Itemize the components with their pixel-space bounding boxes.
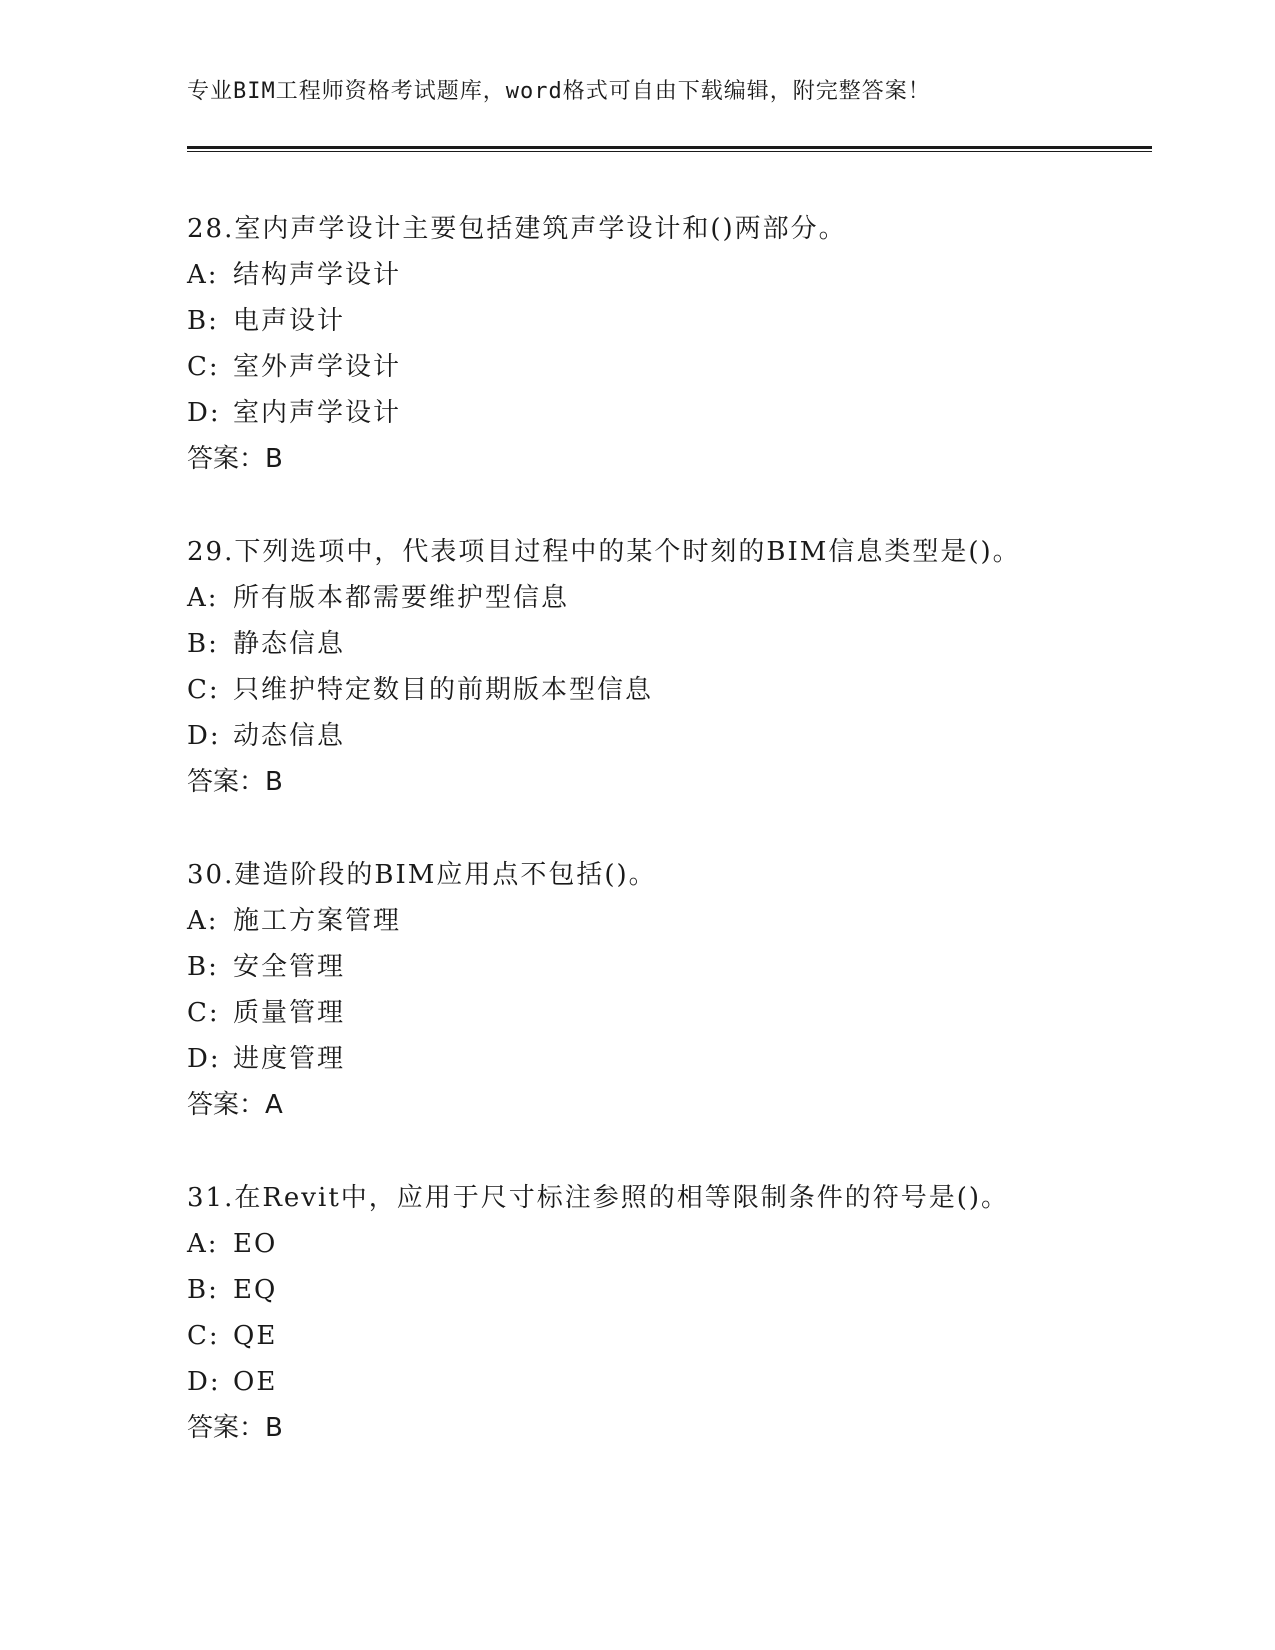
page-header: 专业BIM工程师资格考试题库，word格式可自由下载编辑，附完整答案！ (187, 79, 931, 104)
answer-line: 答案：A (187, 1090, 283, 1120)
option-text: 进度管理 (233, 1044, 346, 1074)
option-text: 所有版本都需要维护型信息 (233, 583, 570, 613)
option-text: 室内声学设计 (233, 398, 402, 428)
answer-line: 答案：B (187, 1413, 283, 1443)
question-28 (187, 206, 1167, 482)
option-letter: B: (187, 629, 219, 659)
option-letter: D: (187, 1367, 221, 1397)
question-stem: 30.建造阶段的BIM应用点不包括()。 (187, 860, 657, 890)
option-d (187, 1359, 1167, 1405)
option-a (187, 1221, 1167, 1267)
option-c (187, 1313, 1167, 1359)
option-a (187, 575, 1167, 621)
option-text: EQ (233, 1275, 278, 1305)
option-letter: B: (187, 1275, 219, 1305)
option-letter: D: (187, 1044, 221, 1074)
option-text: 静态信息 (233, 629, 346, 659)
option-a (187, 898, 1167, 944)
option-b (187, 1267, 1167, 1313)
question-29 (187, 529, 1167, 805)
option-letter: B: (187, 952, 219, 982)
option-b (187, 621, 1167, 667)
answer-line: 答案：B (187, 767, 283, 797)
option-letter: C: (187, 1321, 220, 1351)
option-letter: D: (187, 721, 221, 751)
option-text: 动态信息 (233, 721, 346, 751)
question-stem: 31.在Revit中，应用于尺寸标注参照的相等限制条件的符号是()。 (187, 1183, 1010, 1213)
option-c (187, 990, 1167, 1036)
option-text: 质量管理 (233, 998, 346, 1028)
option-text: 施工方案管理 (233, 906, 402, 936)
option-a (187, 252, 1167, 298)
option-letter: C: (187, 998, 220, 1028)
option-d (187, 713, 1167, 759)
question-31 (187, 1175, 1167, 1451)
option-text: 结构声学设计 (233, 260, 402, 290)
option-text: 室外声学设计 (233, 352, 402, 382)
option-letter: C: (187, 352, 220, 382)
option-letter: A: (187, 583, 219, 613)
option-letter: A: (187, 906, 219, 936)
question-list (187, 206, 1167, 1498)
option-text: EO (233, 1229, 278, 1259)
option-letter: A: (187, 1229, 219, 1259)
option-d (187, 390, 1167, 436)
option-c (187, 667, 1167, 713)
option-letter: D: (187, 398, 221, 428)
option-text: 只维护特定数目的前期版本型信息 (233, 675, 654, 705)
option-letter: B: (187, 306, 219, 336)
option-c (187, 344, 1167, 390)
option-d (187, 1036, 1167, 1082)
answer-line: 答案：B (187, 444, 283, 474)
option-text: 电声设计 (233, 306, 346, 336)
option-letter: A: (187, 260, 219, 290)
question-30 (187, 852, 1167, 1128)
question-stem: 28.室内声学设计主要包括建筑声学设计和()两部分。 (187, 214, 847, 244)
option-b (187, 944, 1167, 990)
header-rule-thick (187, 146, 1152, 149)
option-text: QE (233, 1321, 278, 1351)
option-b (187, 298, 1167, 344)
option-letter: C: (187, 675, 220, 705)
question-stem: 29.下列选项中，代表项目过程中的某个时刻的BIM信息类型是()。 (187, 537, 1021, 567)
option-text: OE (233, 1367, 278, 1397)
header-rule-thin (187, 151, 1152, 152)
option-text: 安全管理 (233, 952, 346, 982)
